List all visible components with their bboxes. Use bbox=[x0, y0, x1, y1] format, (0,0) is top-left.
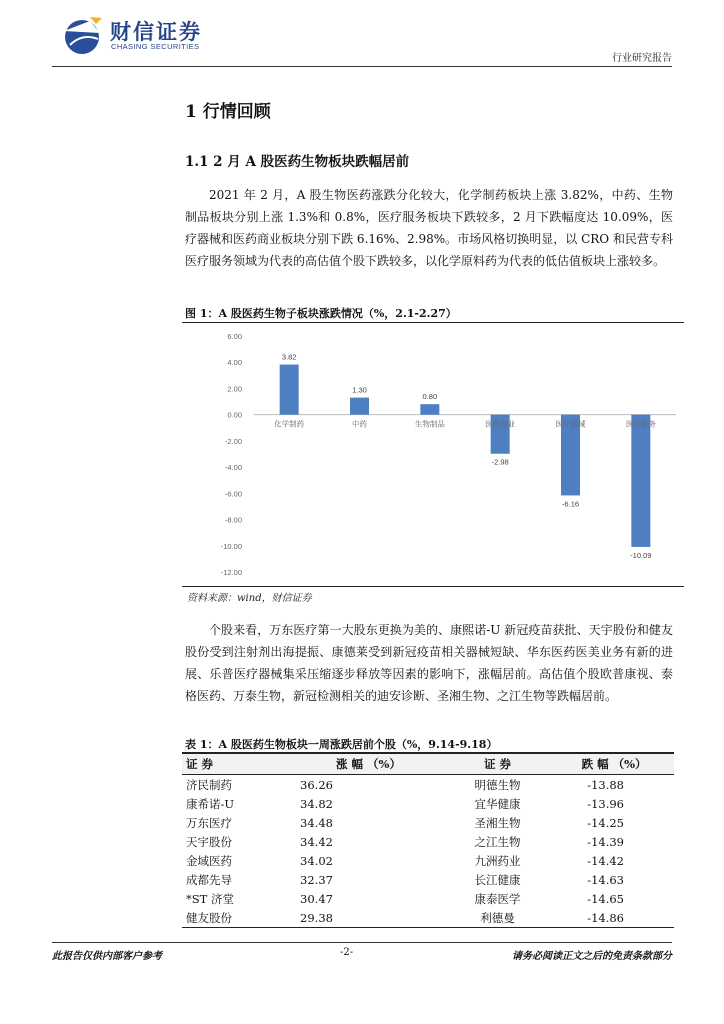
body-paragraph-1: 2021 年 2 月，A 股生物医药涨跌分化较大，化学制药板块上涨 3.82%，中药、生物制品板块分别上涨 1.3%和 0.8%，医疗服务板块下跌较多，2 月下跌幅度达 10.09%，医疗器械和医药商业板块分别下跌 6.16%、2.98%。市场风格切换明显，以 CRO 和民营专科医疗服务领域为代表的高估值个股下跌较多，以化学原料药为代表的低估值板块上涨较多。 bbox=[185, 188, 673, 268]
bar bbox=[350, 398, 369, 415]
footer-disclaimer: 请务必阅读正文之后的免责条款部分 bbox=[512, 951, 672, 962]
table-row bbox=[182, 775, 674, 795]
stock-name-down: 明德生物 bbox=[474, 777, 521, 792]
header-fall: 跌 幅 （%） bbox=[554, 753, 674, 775]
footer-divider bbox=[52, 942, 672, 943]
footer-note: 此报告仅供内部客户参考 bbox=[52, 951, 162, 962]
table-row bbox=[182, 908, 674, 928]
table-row bbox=[182, 851, 674, 870]
fall-value: -14.63 bbox=[587, 872, 624, 887]
page-number: -2- bbox=[340, 947, 354, 958]
bar-chart bbox=[182, 324, 682, 586]
figure-caption: 图 1：A 股医药生物子板块涨跌情况（%，2.1-2.27） bbox=[185, 307, 457, 320]
table-row bbox=[182, 832, 674, 851]
table-row bbox=[182, 794, 674, 813]
bar-value-label: -10.09 bbox=[630, 550, 652, 560]
bar-value-label: -6.16 bbox=[561, 499, 580, 509]
category-label: 医疗服务 bbox=[625, 419, 656, 429]
stock-name-up: 金域医药 bbox=[186, 853, 232, 868]
fall-value: -14.86 bbox=[554, 908, 674, 928]
report-type: 行业研究报告 bbox=[612, 53, 672, 64]
stock-name-down: 圣湘生物 bbox=[474, 815, 521, 830]
figure-bottom-rule bbox=[182, 586, 684, 587]
table-row bbox=[182, 813, 674, 832]
category-label: 医疗器械 bbox=[555, 419, 586, 429]
y-tick-label: 6.00 bbox=[227, 332, 242, 341]
header-rise: 涨 幅 （%） bbox=[296, 753, 441, 775]
fall-value: -13.96 bbox=[587, 796, 624, 811]
fall-value: -14.25 bbox=[587, 815, 624, 830]
stocks-table bbox=[182, 752, 674, 928]
y-tick-label: -4.00 bbox=[224, 463, 242, 473]
stock-name-down: 宜华健康 bbox=[474, 796, 521, 811]
body-paragraph-2: 个股来看，万东医疗第一大股东更换为美的、康熙诺-U 新冠疫苗获批、天宇股份和健友股份受到注射剂出海提振、康德莱受到新冠疫苗相关器械短缺、华东医药医美业务有新的进展、乐普医疗器械集采压缩逐步释放等因素的影响下，涨幅居前。高估值个股欧普康视、泰格医药、万泰生物，新冠检测相关的迪安诊断、圣湘生物、之江生物等跌幅居前。 bbox=[185, 623, 673, 703]
stock-name-up: 成都先导 bbox=[186, 872, 232, 887]
bar bbox=[420, 404, 439, 414]
figure-source: 资料来源：wind，财信证券 bbox=[187, 593, 312, 604]
fall-value: -14.39 bbox=[587, 834, 624, 849]
subsection-heading: 1.1 2 月 A 股医药生物板块跌幅居前 bbox=[185, 154, 410, 170]
fall-value: -13.88 bbox=[587, 777, 624, 792]
y-tick-label: -6.00 bbox=[224, 489, 242, 499]
stock-name-down: 利德曼 bbox=[441, 908, 554, 928]
table-row bbox=[182, 889, 674, 908]
table-header-row bbox=[182, 753, 674, 775]
rise-value: 34.02 bbox=[300, 853, 333, 868]
category-label: 医药商业 bbox=[485, 419, 516, 429]
stock-name-down: 康泰医学 bbox=[474, 891, 521, 906]
stock-name-up: 万东医疗 bbox=[186, 815, 232, 830]
category-label: 中药 bbox=[352, 419, 367, 429]
table-row bbox=[182, 870, 674, 889]
bar-value-label: -2.98 bbox=[491, 457, 509, 467]
stock-name-down: 之江生物 bbox=[474, 834, 521, 849]
figure-top-rule bbox=[182, 322, 684, 323]
y-tick-label: -8.00 bbox=[224, 515, 242, 525]
y-tick-label: 4.00 bbox=[227, 358, 242, 368]
fall-value: -14.65 bbox=[587, 891, 624, 906]
stock-name-down: 九洲药业 bbox=[474, 853, 521, 868]
logo-text-en: CHASING SECURITIES bbox=[111, 42, 200, 51]
stock-name-down: 长江健康 bbox=[474, 872, 521, 887]
category-label: 生物制品 bbox=[414, 419, 445, 429]
company-logo-icon bbox=[60, 15, 104, 55]
table-caption: 表 1：A 股医药生物板块一周涨跌居前个股（%，9.14-9.18） bbox=[185, 738, 498, 751]
y-tick-label: 0.00 bbox=[227, 410, 242, 420]
stock-name-up: 康希诺-U bbox=[186, 796, 235, 811]
fall-value: -14.42 bbox=[587, 853, 624, 868]
section-heading: 1 行情回顾 bbox=[185, 102, 271, 122]
header-stock-down: 证 券 bbox=[441, 753, 554, 775]
header-stock-up: 证 券 bbox=[182, 753, 296, 775]
y-tick-label: -2.00 bbox=[224, 436, 242, 446]
rise-value: 32.37 bbox=[300, 872, 333, 887]
bar-value-label: 1.30 bbox=[352, 385, 367, 395]
stock-name-up: 天宇股份 bbox=[186, 834, 232, 849]
rise-value: 34.42 bbox=[300, 834, 333, 849]
rise-value: 29.38 bbox=[296, 908, 441, 928]
y-tick-label: -10.00 bbox=[220, 541, 242, 551]
rise-value: 36.26 bbox=[300, 777, 333, 792]
bar-value-label: 0.80 bbox=[422, 392, 438, 402]
bar-value-label: 3.82 bbox=[281, 352, 297, 362]
bar bbox=[280, 365, 299, 415]
rise-value: 34.48 bbox=[300, 815, 333, 830]
stock-name-up: *ST 济堂 bbox=[186, 891, 234, 906]
header-divider bbox=[52, 66, 672, 67]
y-tick-label: 2.00 bbox=[227, 384, 242, 394]
bar bbox=[631, 415, 650, 547]
stock-name-up: 济民制药 bbox=[186, 777, 232, 792]
y-tick-label: -12.00 bbox=[220, 568, 242, 577]
logo-text-cn: 财信证券 bbox=[110, 20, 202, 44]
rise-value: 30.47 bbox=[300, 891, 333, 906]
category-label: 化学制药 bbox=[274, 419, 305, 429]
rise-value: 34.82 bbox=[300, 796, 333, 811]
stock-name-up: 健友股份 bbox=[182, 908, 296, 928]
